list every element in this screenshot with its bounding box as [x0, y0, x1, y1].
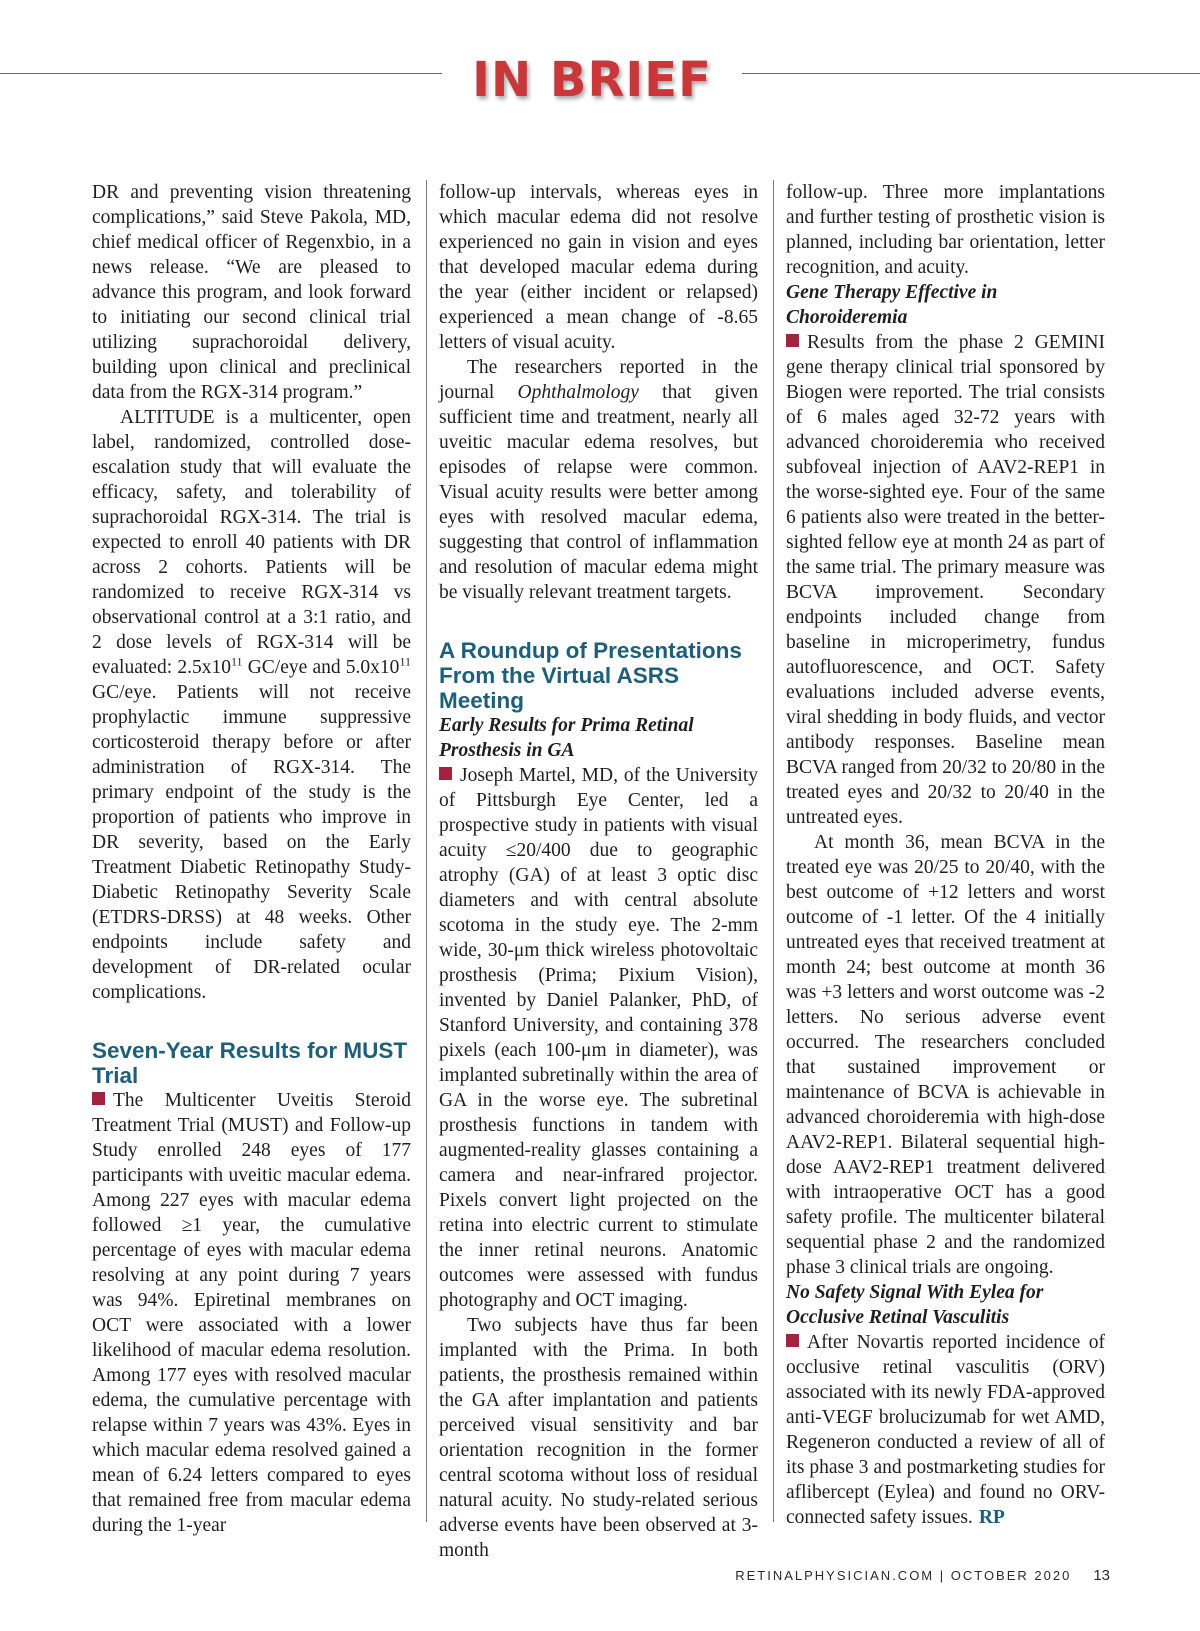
col3-paragraph-3: At month 36, mean BCVA in the treated eye was 20/25 to 20/40, with the best outcome of +12 letters and worst outcome of -1 letter. Of the 4 initially untreated eyes that received treatment at month 24; best outcome at month 36 was +3 letters and worst outcome was -2 letters. No serious adverse event occurred. The researchers concluded that sustained improvement or maintenance of BCVA is achievable in advanced choroideremia with high-dose AAV2-REP1. Bilateral sequential high-dose AAV2-REP1 treatment delivered with intraoperative OCT has a good safety profile. The multicenter bilateral sequential phase 2 and the randomized phase 3 clinical trials are ongoing. [786, 832, 1105, 1278]
bullet-square-icon [786, 334, 799, 347]
col2-paragraph-2: The researchers reported in the journal Ophthalmology that given sufficient time and treatment, nearly all uveitic macular edema resolves, but episodes of relapse were common. Visual acuity results were better among eyes with resolved macular edema, suggesting that control of inflammation and resolution of macular edema might be visually relevant treatment targets. [439, 357, 758, 603]
col3-paragraph-1: follow-up. Three more implantations and further testing of prosthetic vision is planned, including bar orientation, letter recognition, and acuity. [786, 182, 1105, 278]
journal-name: Ophthalmology [517, 382, 639, 403]
footer-site-date: RETINALPHYSICIAN.COM | OCTOBER 2020 [735, 1568, 1072, 1583]
bullet-square-icon [92, 1092, 105, 1105]
column-1 [92, 180, 411, 1538]
column-2 [439, 180, 758, 1563]
subheading-prima: Early Results for Prima Retinal Prosthesis in GA [439, 715, 694, 761]
col2-paragraph-1: follow-up intervals, whereas eyes in which macular edema did not resolve experienced no gain in vision and eyes that developed macular edema during the year (either incident or relapsed) experienced a mean change of -8.65 letters of visual acuity. [439, 182, 758, 353]
superscript-exponent: 11 [230, 654, 243, 669]
bullet-square-icon [786, 1334, 799, 1347]
col2-paragraph-3: Joseph Martel, MD, of the University of Pittsburgh Eye Center, led a prospective study in patients with visual acuity ≤20/400 due to geographic atrophy (GA) of at least 3 optic disc diameters and with central absolute scotoma in the study eye. The 2-mm wide, 30-μm thick wireless photovoltaic prosthesis (Prima; Pixium Vision), invented by Daniel Palanker, PhD, of Stanford University, and containing 378 pixels (each 100-μm in diameter), was implanted subretinally within the area of GA in the worse eye. The subretinal prosthesis functions in tandem with augmented-reality glasses containing a camera and near-infrared projector. Pixels convert light projected on the retina into electric current to stimulate the inner retinal neurons. Anatomic outcomes were assessed with fundus photography and OCT imaging. [439, 765, 758, 1311]
subheading-gene-therapy: Gene Therapy Effective in Choroideremia [786, 282, 998, 328]
col2-paragraph-4: Two subjects have thus far been implanted with the Prima. In both patients, the prosthesis remained within the GA after implantation and patients perceived visual sensitivity and bar orientation recognition in the former central scotoma without loss of residual natural acuity. No study-related serious adverse events have been observed at 3-month [439, 1315, 758, 1561]
column-divider-2 [773, 180, 774, 1522]
article-heading-asrs: A Roundup of Presentations From the Virtual ASRS Meeting [439, 638, 742, 713]
subheading-eylea: No Safety Signal With Eylea for Occlusive Retinal Vasculitis [786, 1282, 1044, 1328]
col3-paragraph-4: After Novartis reported incidence of occlusive retinal vasculitis (ORV) associated with its newly FDA-approved anti-VEGF brolucizumab for wet AMD, Regeneron conducted a review of all of its phase 3 and postmarketing studies for aflibercept (Eylea) and found no ORV-connected safety issues. RP [786, 1332, 1105, 1528]
page-number: 13 [1093, 1567, 1110, 1584]
col3-paragraph-2: Results from the phase 2 GEMINI gene therapy clinical trial sponsored by Biogen were reported. The trial consists of 6 males aged 32-72 years with advanced choroideremia who received subfoveal injection of AAV2-REP1 in the worse-sighted eye. Four of the same 6 patients also were treated in the better-sighted fellow eye at month 24 as part of the same trial. The primary measure was BCVA improvement. Secondary endpoints included change from baseline in microperimetry, fundus autofluorescence, and OCT. Safety evaluations included adverse events, viral shedding in body fluids, and vector antibody responses. Baseline mean BCVA ranged from 20/32 to 20/80 in the treated eyes and 20/32 to 20/40 in the untreated eyes. [786, 332, 1105, 828]
column-divider-1 [426, 180, 427, 1522]
col1-paragraph-1: DR and preventing vision threatening complications,” said Steve Pakola, MD, chief medical officer of Regenxbio, in a news release. “We are pleased to advance this program, and look forward to initiating our second clinical trial utilizing suprachoroidal delivery, building upon clinical and preclinical data from the RGX-314 program.” [92, 182, 411, 403]
bullet-square-icon [439, 767, 452, 780]
page-footer [700, 1567, 1110, 1584]
article-heading-must: Seven-Year Results for MUST Trial [92, 1038, 408, 1088]
end-mark-rp: RP [978, 1507, 1005, 1528]
header-rule-left [0, 73, 442, 74]
column-3 [786, 180, 1105, 1530]
superscript-exponent: 11 [399, 654, 411, 669]
col1-paragraph-2: ALTITUDE is a multicenter, open label, randomized, controlled dose-escalation study that will evaluate the efficacy, safety, and tolerability of suprachoroidal RGX-314. The trial is expected to enroll 40 patients with DR across 2 cohorts. Patients will be randomized to receive RGX-314 vs observational control at a 3:1 ratio, and 2 dose levels of RGX-314 will be evaluated: $2.5x10^{11}$ GC/eye and $5.0x10^{11}$ GC/eye. Patients will not receive prophylactic immune suppressive corticosteroid therapy before or after administration of RGX-314. The primary endpoint of the study is the proportion of patients who improve in DR severity, based on the Early Treatment Diabetic Retinopathy Study-Diabetic Retinopathy Severity Scale (ETDRS-DRSS) at 48 weeks. Other endpoints include safety and development of DR-related ocular complications. [92, 407, 411, 1003]
section-title: IN BRIEF [472, 52, 712, 108]
header-rule-right [742, 73, 1200, 74]
col1-paragraph-3: The Multicenter Uveitis Steroid Treatment Trial (MUST) and Follow-up Study enrolled 248 eyes of 177 participants with uveitic macular edema. Among 227 eyes with macular edema followed ≥1 year, the cumulative percentage of eyes with macular edema resolving at any point during 7 years was 94%. Epiretinal membranes on OCT were associated with a lower likelihood of macular edema resolution. Among 177 eyes with resolved macular edema, the cumulative percentage with relapse within 7 years was 43%. Eyes in which macular edema resolved gained a mean of 6.24 letters compared to eyes that remained free from macular edema during the 1-year [92, 1090, 411, 1536]
